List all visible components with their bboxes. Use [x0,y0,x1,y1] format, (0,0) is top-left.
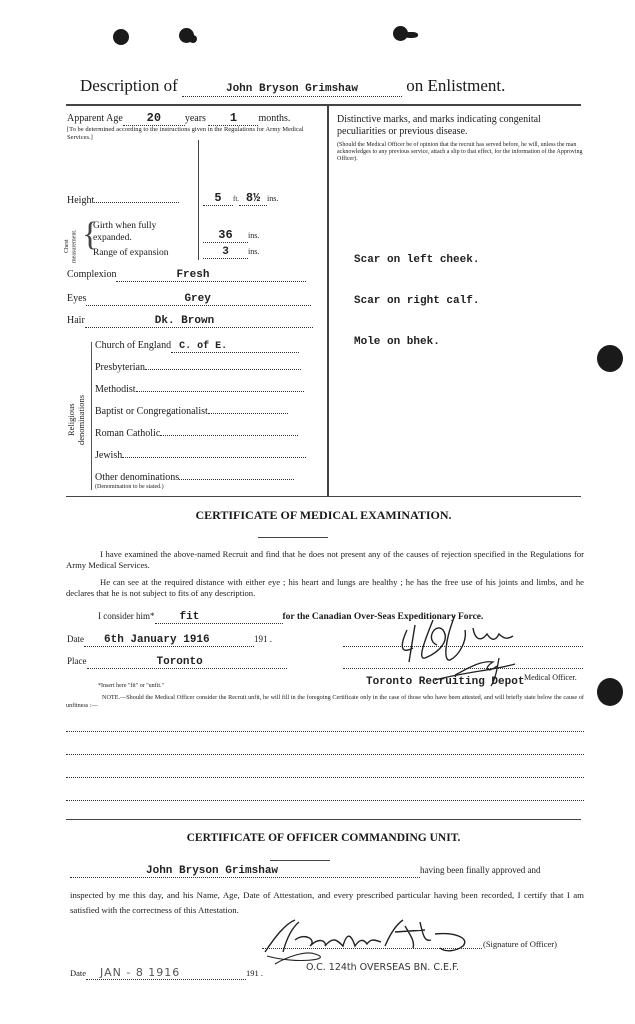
girth-value-row [203,228,323,243]
religion-label: Other denominations [95,472,180,483]
religion-item [95,472,313,484]
unfit-cause-line[interactable] [66,754,584,755]
girth-value: 36 [218,228,233,242]
medical-officer-label: Medical Officer. [524,673,577,682]
religion-item [95,406,313,428]
medical-para-2: He can see at the required distance with either eye ; his heart and lungs are healthy ; he has the free use of his joints and limbs, and he declares that he is not subject to fits of any description. [66,577,584,598]
approved-label: having been finally approved and [420,865,541,875]
eyes-label: Eyes [67,293,87,304]
height-in-value: 8½ [245,191,261,205]
range-value-row [203,246,323,259]
religion-group-label: Religious denominations [66,394,86,446]
religion-list [95,340,313,492]
marks-note: (Should the Medical Officer be of opinion that the recruit has served before, he will, unless the man acknowledges to any previous service, attach a slip to that effect, for the information of the Approving Officer). [337,142,583,162]
recruiting-depot-stamp: Toronto Recruiting Depot [366,676,525,688]
religion-item [95,428,313,450]
chest-measurement-label: Chest measurement. [64,229,78,263]
mark-entry: Scar on left cheek. [354,254,480,266]
commanding-date-label: Date [70,968,87,978]
months-label: months. [258,113,291,124]
range-ins-label: ins. [248,247,260,256]
apparent-age-label: Apparent Age [67,113,123,124]
hair-label: Hair [67,315,85,326]
age-years-value: 20 [146,111,162,125]
religion-brace [91,342,92,490]
unit-stamp: O.C. 124th OVERSEAS BN. C.E.F. [306,962,459,973]
girth-label: Girth when fully expanded. [93,221,157,243]
complexion-value: Fresh [176,269,210,281]
age-months-value: 1 [229,111,238,125]
punch-hole-icon [597,345,623,372]
religion-label: Church of England [95,340,172,351]
section-rule [66,819,581,820]
religion-label: Baptist or Congregationalist [95,406,208,417]
bottom-rule [66,496,581,497]
religion-item [95,340,313,362]
medical-date-row: Date 6th January 1916 191 . [67,634,272,646]
height-label-text: Height [67,195,95,206]
ft-label: ft. [233,195,240,203]
religion-label: Presbyterian [95,362,145,373]
hair-value: Dk. Brown [154,315,215,327]
religion-item [95,384,313,406]
mark-entry: Mole on bhek. [354,336,440,348]
age-months-field [208,111,258,126]
commanding-year-prefix: 191 [246,968,259,978]
religion-item [95,450,313,472]
religion-label: Methodist [95,384,136,395]
unfit-note: NOTE.—Should the Medical Officer consider the Recruit unfit, he will fill in the foregoing Certificate only in the case of those who have been attested, and will briefly state below the cause of unfitness :— [66,694,584,709]
consider-label: I consider him* [98,611,155,621]
insert-note: *Insert here "fit" or "unfit." [98,683,164,689]
religion-label: Jewish [95,450,123,461]
commanding-officer-signature-icon [255,912,495,967]
other-denomination-note: (Denomination to be stated.) [95,484,164,490]
ins-label: ins. [267,194,279,203]
height-values [203,191,323,206]
place-label: Place [67,656,87,666]
punch-hole-icon [597,678,623,706]
mark-entry: Scar on right calf. [354,295,480,307]
place-value: Toronto [156,656,203,668]
apparent-age-row [67,111,325,126]
commanding-date-row: Date JAN - 8 1916 191 . [70,966,264,979]
age-years-field [123,111,185,126]
range-value: 3 [222,246,229,258]
religion-item [95,362,313,384]
complexion-label: Complexion [67,269,117,280]
height-ft-value: 5 [214,191,222,205]
commanding-name-row [70,865,585,878]
medical-place-row [67,656,327,669]
commanding-name-field [70,865,420,878]
unfit-cause-line[interactable] [66,731,584,732]
years-label: years [184,113,206,124]
commanding-heading-rule [270,860,330,861]
recruit-name-field [182,76,402,97]
signature-of-officer-label: (Signature of Officer) [483,939,557,949]
commanding-date-stamp: JAN - 8 1916 [100,966,181,979]
girth-ins-label: ins. [248,231,260,240]
consider-value: fit [179,611,200,623]
medical-para-1: I have examined the above-named Recruit and find that he does not present any of the causes of rejection specified in the Regulations for Army Medical Services. [66,549,584,570]
age-note: [To be determined according to the instructions given in the Regulations for Army Medical Services.] [67,126,304,141]
medical-date-label: Date [67,634,84,644]
title-prefix: Description of [80,76,178,95]
commanding-name-value: John Bryson Grimshaw [146,865,279,877]
eyes-row [67,293,322,306]
recruit-name-value: John Bryson Grimshaw [225,83,358,95]
punch-hole-icon [404,32,418,38]
column-divider [327,106,329,496]
range-label: Range of expansion [93,248,169,258]
medical-year-prefix: 191 [254,634,268,644]
unfit-cause-line[interactable] [66,777,584,778]
medical-heading: CERTIFICATE OF MEDICAL EXAMINATION. [195,508,452,522]
hair-row [67,315,322,328]
title-suffix: on Enlistment. [406,76,506,95]
top-rule [66,104,581,106]
chest-brace: { [82,216,99,253]
height-label [67,195,197,206]
inner-divider [198,140,199,260]
force-label: for the Canadian Over-Seas Expeditionary Force. [282,612,484,622]
medical-date-value: 6th January 1916 [104,634,210,646]
unfit-cause-line[interactable] [66,800,584,801]
religion-value: C. of E. [179,341,228,352]
commanding-para: inspected by me this day, and his Name, Age, Date of Attestation, and every prescribed particular having been recorded, I certify that I am satisfied with the correctness of this Attestation. [70,890,584,915]
religion-label: Roman Catholic [95,428,161,439]
punch-hole-icon [113,29,129,45]
complexion-row [67,269,322,282]
marks-heading: Distinctive marks, and marks indicating congenital peculiarities or previous disease. [337,114,541,137]
eyes-value: Grey [184,293,211,305]
punch-hole-icon [189,35,197,43]
medical-heading-rule [258,537,328,538]
commanding-heading: CERTIFICATE OF OFFICER COMMANDING UNIT. [186,832,461,844]
page-title [80,76,580,97]
